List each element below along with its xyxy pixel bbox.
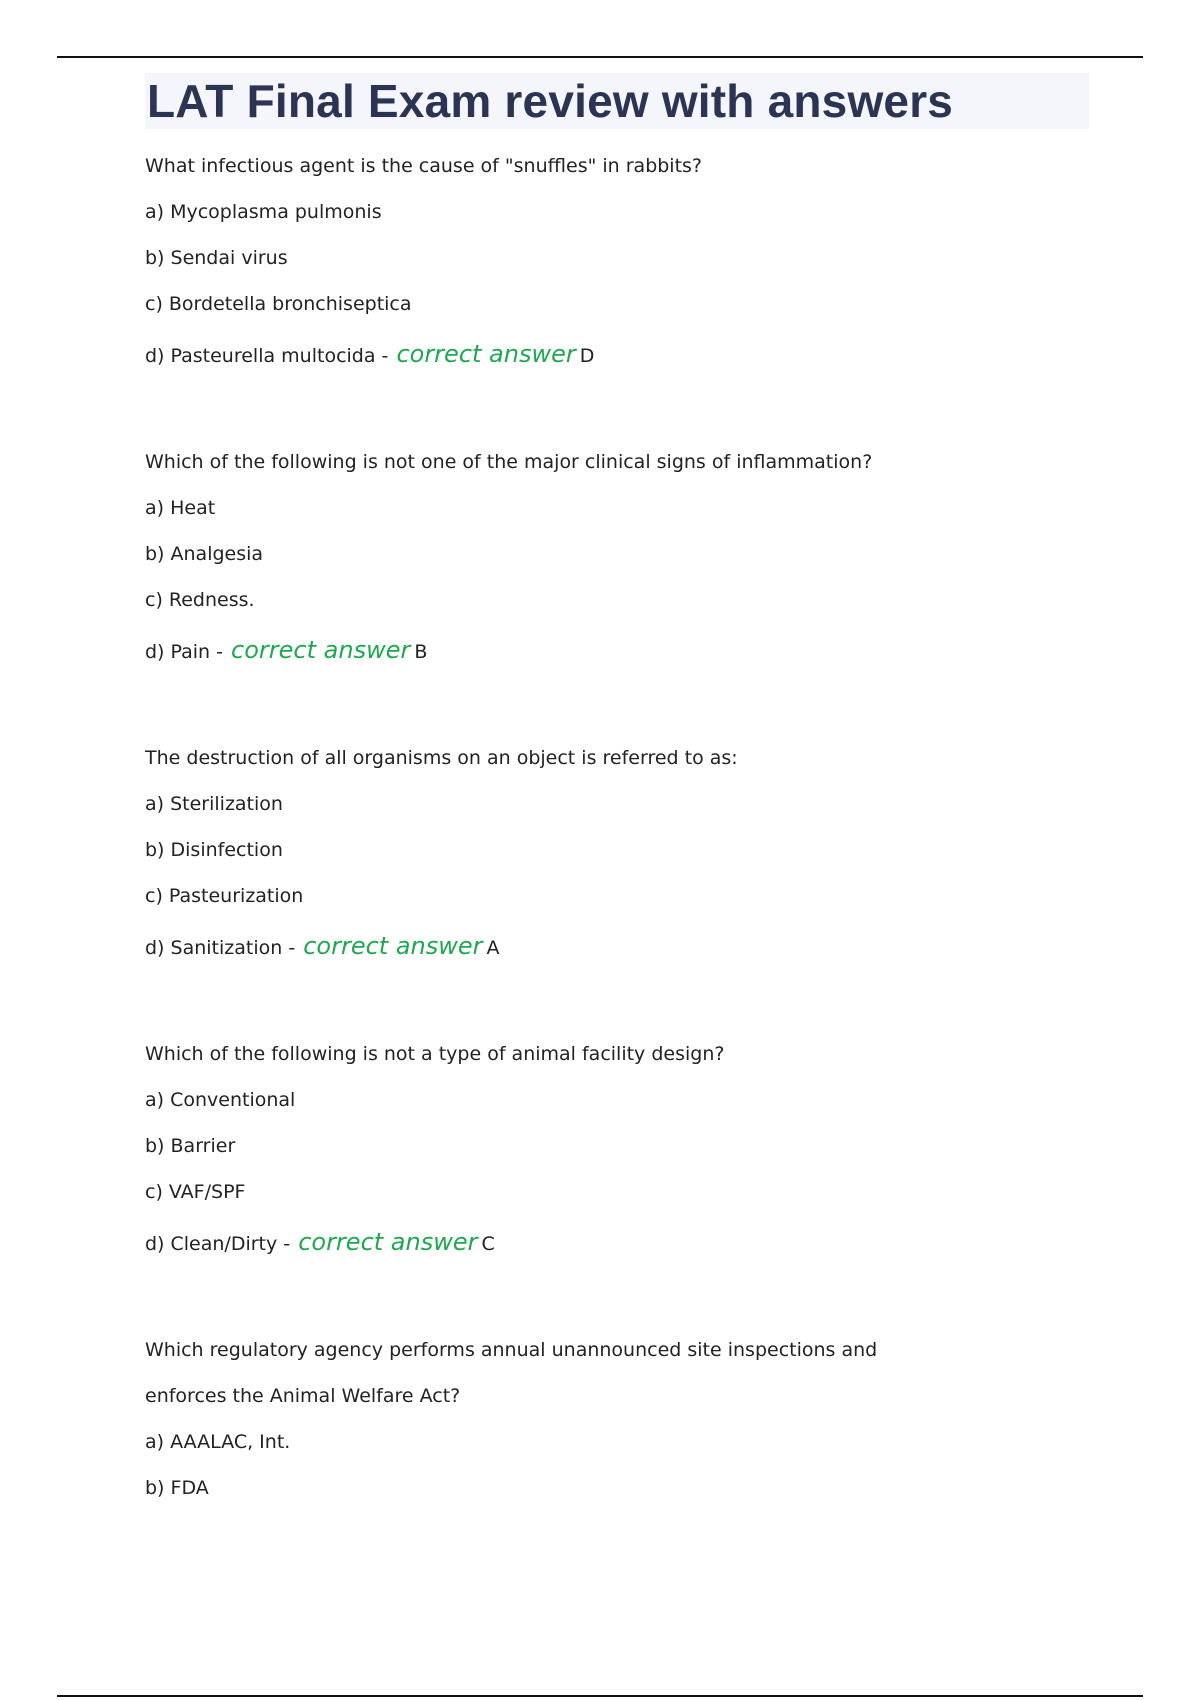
- answer-option: [145, 623, 1089, 677]
- option-text: a) Mycoplasma pulmonis: [145, 201, 382, 223]
- answer-option: [145, 577, 1089, 623]
- question-text: Which of the following is not a type of animal facility design?: [145, 1043, 725, 1065]
- answer-separator: -: [210, 641, 230, 663]
- answer-option: [145, 531, 1089, 577]
- option-text: b) Barrier: [145, 1135, 236, 1157]
- question-text: What infectious agent is the cause of "snuffles" in rabbits?: [145, 155, 703, 177]
- answer-option: [145, 1123, 1089, 1169]
- correct-answer-letter: C: [481, 1233, 495, 1255]
- question-list: [145, 143, 1089, 1511]
- answer-option: [145, 235, 1089, 281]
- question-text: Which of the following is not one of the major clinical signs of inflammation?: [145, 451, 873, 473]
- question-text: Which regulatory agency performs annual unannounced site inspections and: [145, 1339, 878, 1361]
- option-text: c) Pasteurization: [145, 885, 304, 907]
- option-text: c) Bordetella bronchiseptica: [145, 293, 412, 315]
- answer-option: [145, 1419, 1089, 1465]
- answer-separator: -: [277, 1233, 297, 1255]
- answer-option: [145, 919, 1089, 973]
- correct-answer-label: correct answer: [298, 1228, 478, 1256]
- answer-option: [145, 327, 1089, 381]
- question-block: [145, 735, 1089, 973]
- option-text: a) Sterilization: [145, 793, 283, 815]
- option-text: c) VAF/SPF: [145, 1181, 246, 1203]
- option-text: d) Pasteurella multocida: [145, 345, 376, 367]
- correct-answer-label: correct answer: [303, 932, 483, 960]
- answer-option: [145, 827, 1089, 873]
- option-text: d) Sanitization: [145, 937, 283, 959]
- correct-answer-letter: D: [579, 345, 595, 367]
- answer-option: [145, 485, 1089, 531]
- question-text: enforces the Animal Welfare Act?: [145, 1385, 461, 1407]
- answer-separator: -: [282, 937, 302, 959]
- option-text: b) Sendai virus: [145, 247, 288, 269]
- page-title: LAT Final Exam review with answers: [147, 75, 954, 127]
- answer-option: [145, 781, 1089, 827]
- document-body: [145, 73, 1089, 1569]
- answer-separator: -: [375, 345, 395, 367]
- option-text: a) AAALAC, Int.: [145, 1431, 291, 1453]
- question-block: [145, 1031, 1089, 1269]
- question-block: [145, 143, 1089, 381]
- option-text: b) Disinfection: [145, 839, 283, 861]
- top-rule: [57, 56, 1143, 58]
- answer-option: [145, 1465, 1089, 1511]
- option-text: b) Analgesia: [145, 543, 264, 565]
- option-text: c) Redness.: [145, 589, 255, 611]
- correct-answer-label: correct answer: [396, 340, 576, 368]
- option-text: a) Conventional: [145, 1089, 296, 1111]
- option-text: b) FDA: [145, 1477, 209, 1499]
- correct-answer-letter: B: [414, 641, 428, 663]
- correct-answer-label: correct answer: [231, 636, 411, 664]
- answer-option: [145, 1169, 1089, 1215]
- option-text: d) Clean/Dirty: [145, 1233, 278, 1255]
- answer-option: [145, 281, 1089, 327]
- question-text: The destruction of all organisms on an object is referred to as:: [145, 747, 738, 769]
- answer-option: [145, 189, 1089, 235]
- title-bar: [145, 73, 1089, 129]
- option-text: a) Heat: [145, 497, 216, 519]
- answer-option: [145, 1215, 1089, 1269]
- option-text: d) Pain: [145, 641, 211, 663]
- answer-option: [145, 873, 1089, 919]
- question-block: [145, 1327, 1089, 1511]
- answer-option: [145, 1077, 1089, 1123]
- bottom-rule: [57, 1695, 1143, 1697]
- correct-answer-letter: A: [486, 937, 500, 959]
- question-block: [145, 439, 1089, 677]
